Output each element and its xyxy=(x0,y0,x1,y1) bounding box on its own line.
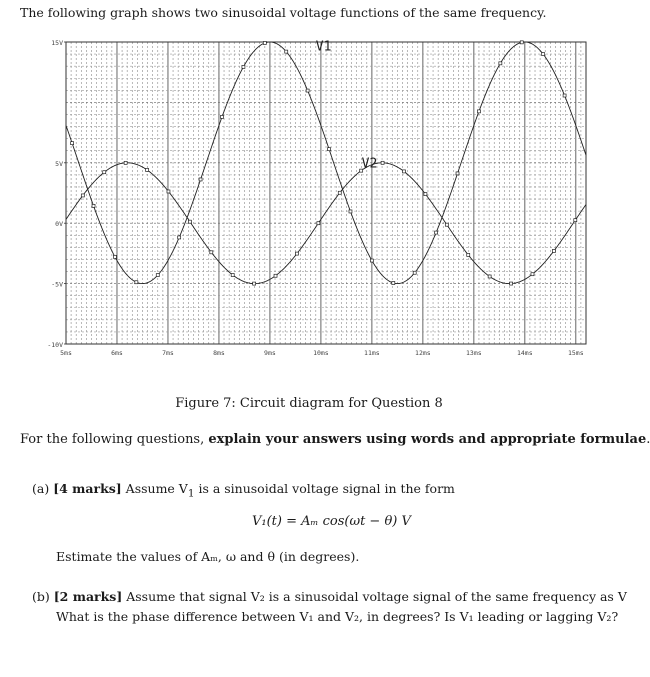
question-a xyxy=(32,481,455,500)
series-V1-marker xyxy=(113,255,116,258)
x-tick-label: 13ms xyxy=(466,349,482,357)
series-V2-marker xyxy=(274,274,277,277)
series-V1-marker xyxy=(328,148,331,151)
x-tick-labels xyxy=(60,349,584,357)
series-V1-marker xyxy=(178,236,181,239)
intro-text: The following graph shows two sinusoidal voltage functions of the same frequency. xyxy=(20,5,547,20)
series-V2-marker xyxy=(81,194,84,197)
series-V1-marker xyxy=(306,89,309,92)
series-V2-marker xyxy=(167,190,170,193)
question-a-text-pre: Assume V xyxy=(121,481,188,496)
series-V1-marker xyxy=(542,53,545,56)
series-V2-marker xyxy=(295,252,298,255)
instruction-bold: explain your answers using words and appropriate formulae xyxy=(208,432,647,447)
question-b-line1: Assume that signal V₂ is a sinusoidal voltage signal of the same frequency as V xyxy=(122,589,627,604)
series-V1-marker xyxy=(242,65,245,68)
series-V1-marker xyxy=(135,281,138,284)
series-V2-marker xyxy=(552,249,555,252)
question-a-sub: 1 xyxy=(187,487,195,500)
instruction-suffix: . xyxy=(646,432,650,447)
question-a-marks: [4 marks] xyxy=(53,481,122,496)
figure-caption: Figure 7: Circuit diagram for Question 8 xyxy=(175,396,443,411)
series-V1-marker xyxy=(71,142,74,145)
series-V2-marker xyxy=(403,170,406,173)
series-V1-marker xyxy=(199,178,202,181)
series-V1-marker xyxy=(92,204,95,207)
series-label-V1: V1 xyxy=(315,39,332,55)
x-tick-label: 14ms xyxy=(516,349,533,357)
question-b-label: (b) xyxy=(32,589,50,604)
y-tick-label: 0V xyxy=(55,220,63,229)
series-V2-marker xyxy=(467,253,470,256)
x-tick-label: 11ms xyxy=(364,349,380,357)
x-tick-label: 12ms xyxy=(415,349,431,357)
series-V1-marker xyxy=(435,231,438,234)
question-b-line2: What is the phase difference between V₁ and V₂, in degrees? Is V₁ leading or lagging V₂? xyxy=(56,609,619,624)
series-label-V2: V2 xyxy=(361,156,378,172)
series-V1-marker xyxy=(156,274,159,277)
y-tick-label: 15V xyxy=(51,39,63,47)
x-tick-label: 10ms xyxy=(313,349,329,357)
series-V2-marker xyxy=(445,223,448,226)
question-a-text-post: is a sinusoidal voltage signal in the form xyxy=(194,481,455,496)
series-V2-marker xyxy=(231,273,234,276)
y-tick-label: -5V xyxy=(51,280,63,289)
series-V1-marker xyxy=(349,210,352,213)
x-tick-label: 9ms xyxy=(264,349,276,357)
formula: V₁(t) = Aₘ cos(ωt − θ) V xyxy=(252,514,411,529)
series-V1-marker xyxy=(477,110,480,113)
series-V2-marker xyxy=(424,193,427,196)
series-V2-marker xyxy=(317,222,320,225)
series-V2-marker xyxy=(210,251,213,254)
x-tick-label: 8ms xyxy=(213,349,225,357)
grid-lines xyxy=(66,42,586,344)
series-V1-marker xyxy=(263,41,266,44)
series-V1-marker xyxy=(392,281,395,284)
y-tick-labels xyxy=(47,39,66,349)
question-a-estimate: Estimate the values of Aₘ, ω and θ (in degrees). xyxy=(56,549,360,564)
x-tick-label: 7ms xyxy=(162,349,174,357)
series-V1-marker xyxy=(285,50,288,53)
series-V2-marker xyxy=(338,191,341,194)
series-V1-marker xyxy=(499,62,502,65)
series-V1-marker xyxy=(520,41,523,44)
series-V2-marker xyxy=(124,161,127,164)
question-a-label: (a) xyxy=(32,481,50,496)
series-V2-marker xyxy=(188,220,191,223)
series-V2-marker xyxy=(381,161,384,164)
series-V2-marker xyxy=(488,275,491,278)
series-V2-marker xyxy=(531,273,534,276)
y-tick-label: 5V xyxy=(55,159,63,168)
y-tick-label: -10V xyxy=(47,341,63,349)
series-V2-marker xyxy=(510,282,513,285)
series-V2-marker xyxy=(146,168,149,171)
x-tick-label: 5ms xyxy=(60,349,72,357)
series-V1-marker xyxy=(370,259,373,262)
x-tick-label: 6ms xyxy=(111,349,123,357)
series-V1-marker xyxy=(221,115,224,118)
series-V1-marker xyxy=(563,94,566,97)
series-V1-marker xyxy=(456,172,459,175)
instruction-prefix: For the following questions, xyxy=(20,432,209,447)
x-tick-label: 15ms xyxy=(567,349,584,357)
series-V2-marker xyxy=(253,282,256,285)
series-V2-marker xyxy=(103,171,106,174)
voltage-plot xyxy=(38,34,590,366)
series-V1-marker xyxy=(413,271,416,274)
question-b-marks: [2 marks] xyxy=(53,589,123,604)
question-b xyxy=(32,589,627,604)
series-V2-marker xyxy=(574,219,577,222)
instruction-text xyxy=(20,432,650,447)
